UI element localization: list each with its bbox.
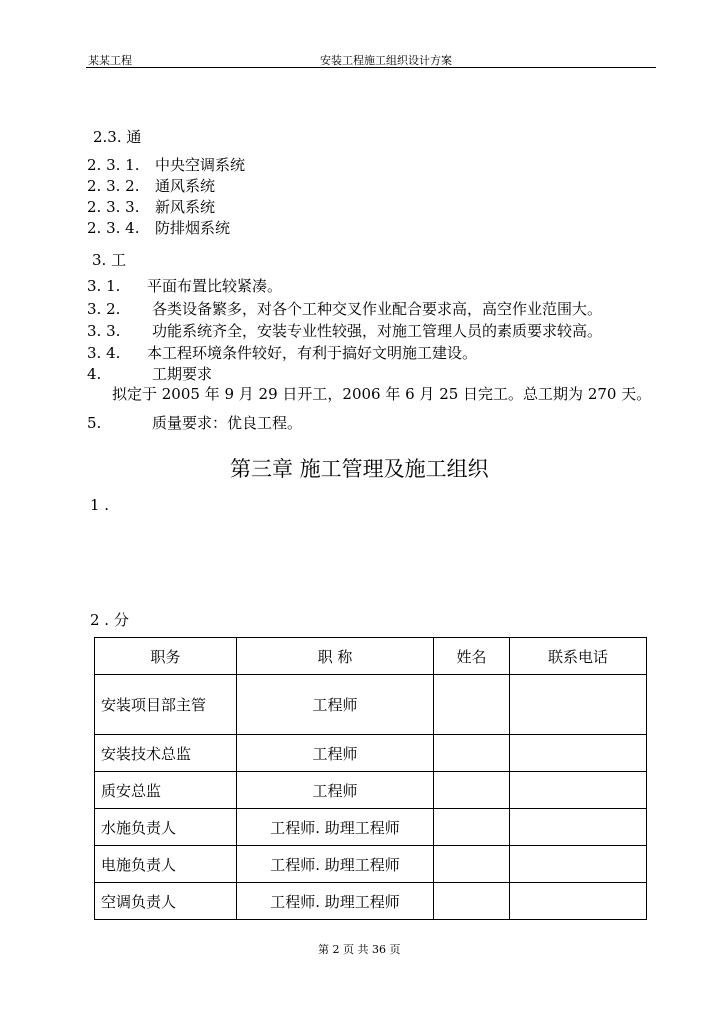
- staff-table-header-row: [95, 638, 647, 675]
- section-2-3-title: 2.3. 通: [93, 128, 142, 146]
- table-row: [95, 846, 647, 883]
- section-item-3-4-text: 本工程环境条件较好，有利于搞好文明施工建设。: [147, 344, 478, 362]
- cell-title: 工程师. 助理工程师: [236, 846, 433, 883]
- cell-name: [434, 772, 510, 809]
- header-divider: [86, 67, 656, 68]
- cell-role: 电施负责人: [95, 846, 237, 883]
- table-row: [95, 809, 647, 846]
- section-5-text: 质量要求：优良工程。: [152, 414, 303, 432]
- cell-phone: [510, 735, 647, 772]
- staff-table: [94, 637, 647, 920]
- page-number: 第 2 页 共 36 页: [318, 943, 401, 956]
- cell-role: 水施负责人: [95, 809, 237, 846]
- cell-name: [434, 883, 510, 920]
- cell-role: 空调负责人: [95, 883, 237, 920]
- cell-phone: [510, 675, 647, 735]
- header-cell-title: 职 称: [236, 638, 433, 675]
- cell-name: [434, 809, 510, 846]
- cell-phone: [510, 846, 647, 883]
- cell-name: [434, 735, 510, 772]
- cell-role: 安装项目部主管: [95, 675, 237, 735]
- header-cell-phone: 联系电话: [510, 638, 647, 675]
- cell-phone: [510, 809, 647, 846]
- cell-title: 工程师: [236, 675, 433, 735]
- cell-title: 工程师: [236, 735, 433, 772]
- section-item-2-3-1-text: 中央空调系统: [155, 156, 246, 174]
- header-cell-role: 职务: [95, 638, 237, 675]
- cell-phone: [510, 772, 647, 809]
- section-item-2-3-2-number: 2. 3. 2.: [87, 177, 140, 195]
- section-4-number: 4.: [87, 365, 102, 383]
- header-cell-name: 姓名: [434, 638, 510, 675]
- table-row: [95, 883, 647, 920]
- header-project-name: 某某工程: [88, 54, 132, 67]
- table-row: [95, 735, 647, 772]
- table-row: [95, 675, 647, 735]
- section-item-3-2-number: 3. 2.: [87, 300, 121, 318]
- cell-role: 安装技术总监: [95, 735, 237, 772]
- cell-title: 工程师. 助理工程师: [236, 809, 433, 846]
- section-item-2-3-3-number: 2. 3. 3.: [87, 198, 140, 216]
- header-document-title: 安装工程施工组织设计方案: [320, 54, 452, 67]
- cell-role: 质安总监: [95, 772, 237, 809]
- section-4-body: 拟定于 2005 年 9 月 29 日开工，2006 年 6 月 25 日完工。总工期为 270 天。: [112, 385, 652, 403]
- cell-name: [434, 846, 510, 883]
- subsection-2-title: 2 . 分: [90, 611, 129, 629]
- chapter-title: 第三章 施工管理及施工组织: [230, 457, 489, 481]
- cell-phone: [510, 883, 647, 920]
- section-item-2-3-3-text: 新风系统: [155, 198, 216, 216]
- section-item-3-1-number: 3. 1.: [87, 277, 121, 295]
- section-item-2-3-4-number: 2. 3. 4.: [87, 219, 140, 237]
- section-item-2-3-4-text: 防排烟系统: [155, 219, 231, 237]
- cell-title: 工程师: [236, 772, 433, 809]
- table-row: [95, 772, 647, 809]
- section-item-2-3-1-number: 2. 3. 1.: [87, 156, 140, 174]
- section-item-3-1-text: 平面布置比较紧凑。: [147, 277, 283, 295]
- section-item-3-3-number: 3. 3.: [87, 322, 121, 340]
- section-item-2-3-2-text: 通风系统: [155, 177, 216, 195]
- section-item-3-2-text: 各类设备繁多，对各个工种交叉作业配合要求高，高空作业范围大。: [152, 300, 603, 318]
- section-5-number: 5.: [87, 414, 102, 432]
- section-4-title: 工期要求: [152, 365, 213, 383]
- section-item-3-4-number: 3. 4.: [87, 344, 121, 362]
- section-item-3-3-text: 功能系统齐全，安装专业性较强，对施工管理人员的素质要求较高。: [152, 322, 603, 340]
- subsection-1-title: 1 .: [90, 496, 110, 514]
- section-3-title: 3. 工: [92, 251, 127, 269]
- cell-name: [434, 675, 510, 735]
- cell-title: 工程师. 助理工程师: [236, 883, 433, 920]
